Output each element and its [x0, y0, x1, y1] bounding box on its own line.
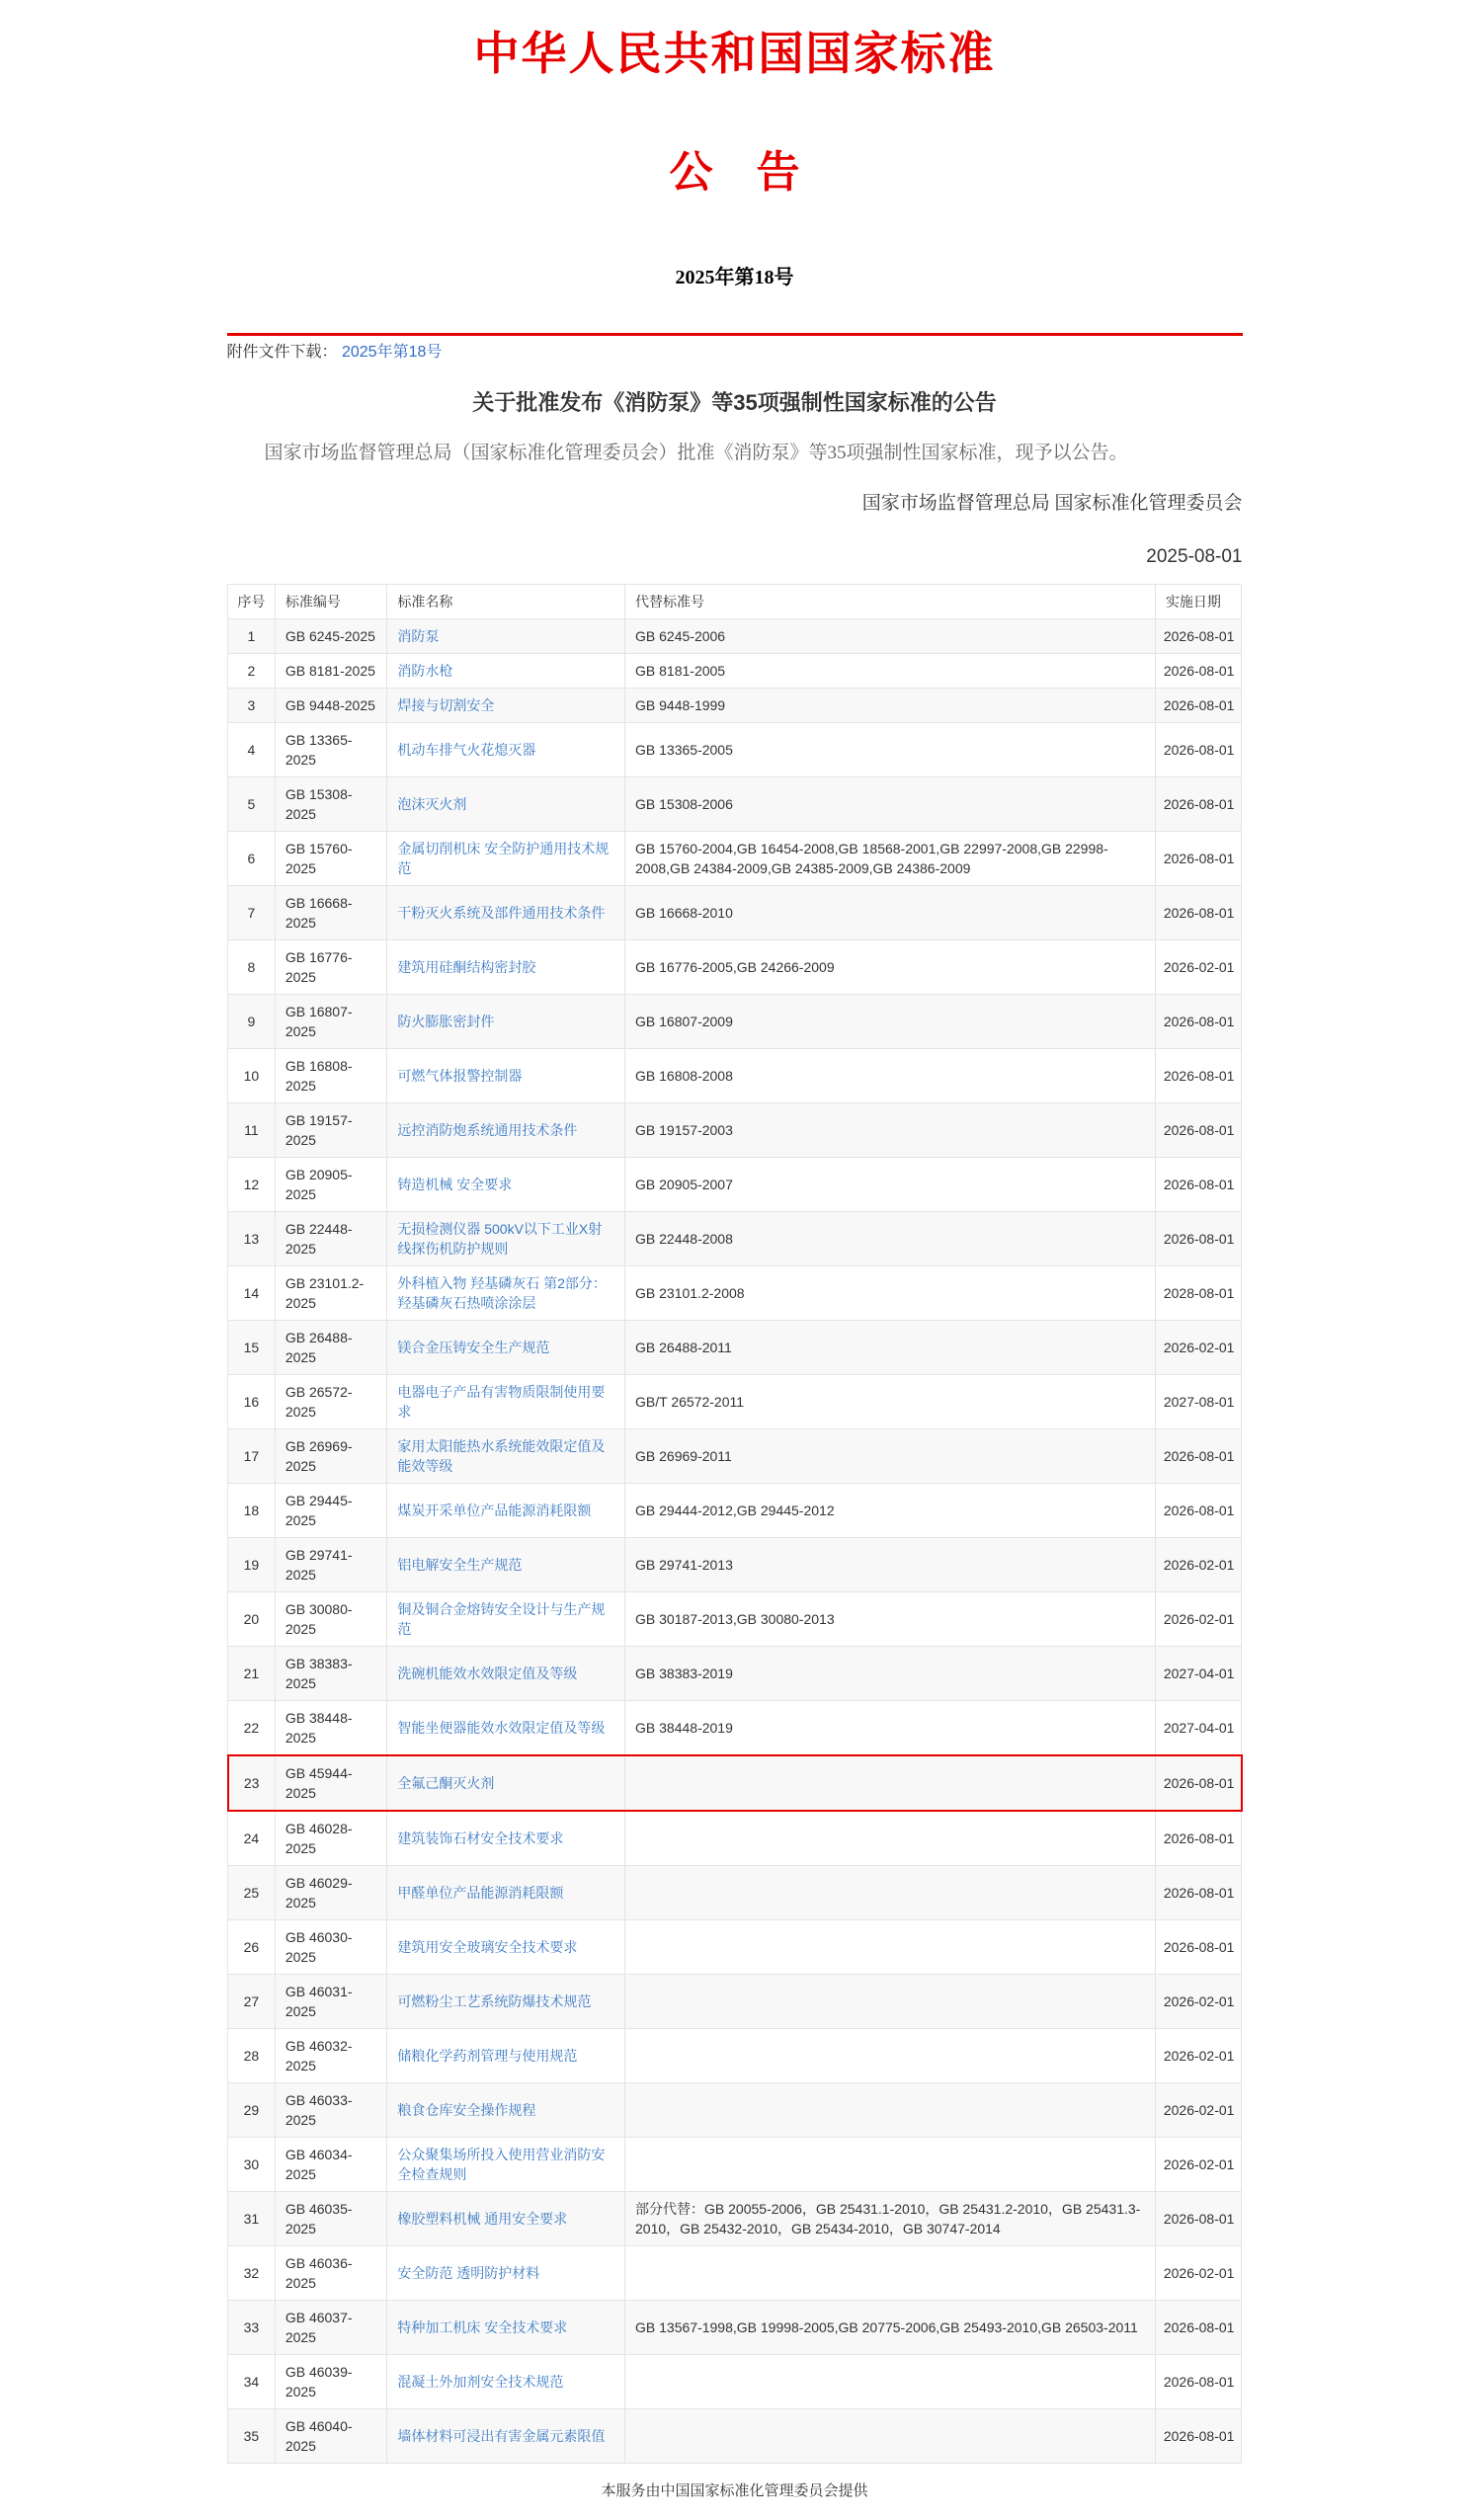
- attachment-download-link[interactable]: 2025年第18号: [341, 344, 443, 361]
- cell-replaced-codes: GB 30187-2013,GB 30080-2013: [625, 1592, 1156, 1647]
- table-row: [228, 1429, 1242, 1484]
- cell-replaced-codes: GB 38383-2019: [625, 1647, 1156, 1701]
- cell-index: 11: [228, 1103, 276, 1158]
- cell-standard-code: GB 9448-2025: [275, 689, 387, 723]
- cell-standard-name: [387, 940, 625, 995]
- cell-index: 14: [228, 1266, 276, 1321]
- cell-standard-name: [387, 1592, 625, 1647]
- standard-name-link[interactable]: 墙体材料可浸出有害金属元素限值: [397, 2428, 606, 2444]
- cell-impl-date: 2026-08-01: [1155, 2192, 1241, 2246]
- table-row: [228, 1375, 1242, 1429]
- cell-replaced-codes: GB 29444-2012,GB 29445-2012: [625, 1484, 1156, 1538]
- cell-standard-code: GB 13365-2025: [275, 723, 387, 777]
- page-footer: 本服务由中国国家标准化管理委员会提供: [601, 2482, 868, 2499]
- cell-standard-name: [387, 1538, 625, 1592]
- cell-impl-date: 2026-08-01: [1155, 1429, 1241, 1484]
- cell-standard-code: GB 38448-2025: [275, 1701, 387, 1756]
- cell-standard-name: [387, 723, 625, 777]
- table-row: [228, 832, 1242, 886]
- cell-impl-date: 2028-08-01: [1155, 1266, 1241, 1321]
- cell-standard-name: [387, 2409, 625, 2464]
- attachment-row: [227, 342, 1243, 364]
- cell-impl-date: 2026-02-01: [1155, 1538, 1241, 1592]
- table-row: [228, 1321, 1242, 1375]
- cell-standard-code: GB 16776-2025: [275, 940, 387, 995]
- cell-standard-name: [387, 654, 625, 689]
- col-header-index: 序号: [228, 585, 276, 619]
- cell-standard-code: GB 20905-2025: [275, 1158, 387, 1212]
- cell-standard-code: GB 46028-2025: [275, 1811, 387, 1866]
- cell-standard-code: GB 46030-2025: [275, 1920, 387, 1975]
- cell-standard-name: [387, 886, 625, 940]
- cell-standard-code: GB 46039-2025: [275, 2355, 387, 2409]
- cell-index: 5: [228, 777, 276, 832]
- standard-name-link[interactable]: 镁合金压铸安全生产规范: [397, 1340, 550, 1355]
- cell-index: 23: [228, 1755, 276, 1811]
- table-row: [228, 2409, 1242, 2464]
- cell-index: 16: [228, 1375, 276, 1429]
- standard-name-link[interactable]: 无损检测仪器 500kV以下工业X射线探伤机防护规则: [397, 1221, 603, 1257]
- table-row: [228, 886, 1242, 940]
- standard-name-link[interactable]: 消防水枪: [397, 663, 453, 679]
- cell-standard-code: GB 16668-2025: [275, 886, 387, 940]
- cell-standard-code: GB 29445-2025: [275, 1484, 387, 1538]
- cell-standard-name: [387, 1321, 625, 1375]
- cell-standard-code: GB 15760-2025: [275, 832, 387, 886]
- cell-replaced-codes: GB 29741-2013: [625, 1538, 1156, 1592]
- table-row: [228, 940, 1242, 995]
- cell-standard-name: [387, 1975, 625, 2029]
- cell-index: 1: [228, 619, 276, 654]
- standard-name-link[interactable]: 铜及铜合金熔铸安全设计与生产规范: [397, 1601, 606, 1637]
- cell-replaced-codes: GB 15308-2006: [625, 777, 1156, 832]
- standard-name-link[interactable]: 储粮化学药剂管理与使用规范: [397, 2048, 578, 2064]
- cell-standard-name: [387, 2138, 625, 2192]
- table-row: [228, 995, 1242, 1049]
- cell-index: 2: [228, 654, 276, 689]
- standard-name-link[interactable]: 特种加工机床 安全技术要求: [397, 2319, 568, 2335]
- cell-standard-name: [387, 1866, 625, 1920]
- notice-title: 关于批准发布《消防泵》等35项强制性国家标准的公告: [472, 390, 997, 415]
- cell-impl-date: 2026-08-01: [1155, 1103, 1241, 1158]
- cell-impl-date: 2026-08-01: [1155, 1755, 1241, 1811]
- cell-index: 20: [228, 1592, 276, 1647]
- cell-impl-date: 2026-08-01: [1155, 886, 1241, 940]
- standard-name-link[interactable]: 外科植入物 羟基磷灰石 第2部分：羟基磷灰石热喷涂涂层: [397, 1275, 607, 1311]
- cell-index: 30: [228, 2138, 276, 2192]
- cell-impl-date: 2026-08-01: [1155, 1811, 1241, 1866]
- table-row: [228, 1103, 1242, 1158]
- cell-index: 9: [228, 995, 276, 1049]
- cell-standard-name: [387, 2301, 625, 2355]
- cell-replaced-codes: [625, 2409, 1156, 2464]
- cell-impl-date: 2026-02-01: [1155, 1321, 1241, 1375]
- cell-replaced-codes: GB 20905-2007: [625, 1158, 1156, 1212]
- cell-index: 28: [228, 2029, 276, 2083]
- cell-index: 22: [228, 1701, 276, 1756]
- standard-name-link[interactable]: 橡胶塑料机械 通用安全要求: [397, 2211, 568, 2227]
- standard-name-link[interactable]: 消防泵: [397, 628, 440, 644]
- cell-replaced-codes: GB 13567-1998,GB 19998-2005,GB 20775-2006,GB 25493-2010,GB 26503-2011: [625, 2301, 1156, 2355]
- cell-standard-name: [387, 1920, 625, 1975]
- cell-replaced-codes: GB 15760-2004,GB 16454-2008,GB 18568-2001,GB 22997-2008,GB 22998-2008,GB 24384-2009,GB 24385-2009,GB 24386-2009: [625, 832, 1156, 886]
- standard-name-link[interactable]: 家用太阳能热水系统能效限定值及能效等级: [397, 1438, 606, 1474]
- cell-impl-date: 2026-08-01: [1155, 1920, 1241, 1975]
- cell-replaced-codes: GB 16668-2010: [625, 886, 1156, 940]
- cell-replaced-codes: [625, 1866, 1156, 1920]
- cell-standard-name: [387, 1647, 625, 1701]
- cell-index: 27: [228, 1975, 276, 2029]
- cell-standard-code: GB 26969-2025: [275, 1429, 387, 1484]
- col-header-replaced-codes: 代替标准号: [625, 585, 1156, 619]
- cell-replaced-codes: GB 13365-2005: [625, 723, 1156, 777]
- cell-impl-date: 2026-08-01: [1155, 1484, 1241, 1538]
- cell-index: 24: [228, 1811, 276, 1866]
- cell-impl-date: 2026-02-01: [1155, 2246, 1241, 2301]
- cell-standard-name: [387, 777, 625, 832]
- table-row: [228, 1866, 1242, 1920]
- standard-name-link[interactable]: 建筑用硅酮结构密封胶: [397, 959, 536, 975]
- cell-index: 18: [228, 1484, 276, 1538]
- cell-impl-date: 2026-02-01: [1155, 2083, 1241, 2138]
- cell-impl-date: 2027-04-01: [1155, 1701, 1241, 1756]
- standard-name-link[interactable]: 防火膨胀密封件: [397, 1014, 495, 1029]
- standard-name-link[interactable]: 粮食仓库安全操作规程: [397, 2102, 536, 2118]
- cell-replaced-codes: [625, 2355, 1156, 2409]
- table-row: [228, 1920, 1242, 1975]
- table-row: [228, 1049, 1242, 1103]
- cell-standard-name: [387, 1701, 625, 1756]
- cell-impl-date: 2026-08-01: [1155, 689, 1241, 723]
- cell-index: 15: [228, 1321, 276, 1375]
- cell-standard-code: GB 16808-2025: [275, 1049, 387, 1103]
- standard-name-link[interactable]: 全氟己酮灭火剂: [397, 1775, 495, 1791]
- standard-name-link[interactable]: 可燃气体报警控制器: [397, 1068, 523, 1084]
- cell-standard-name: [387, 689, 625, 723]
- red-divider-line: [227, 333, 1243, 336]
- cell-replaced-codes: 部分代替：GB 20055-2006，GB 25431.1-2010，GB 25431.2-2010，GB 25431.3-2010，GB 25432-2010，GB 25434-2010，GB 30747-2014: [625, 2192, 1156, 2246]
- table-row: [228, 2029, 1242, 2083]
- table-row: [228, 1592, 1242, 1647]
- table-row: [228, 1158, 1242, 1212]
- standards-table: [227, 584, 1243, 2464]
- cell-standard-name: [387, 2246, 625, 2301]
- table-row: [228, 1484, 1242, 1538]
- standard-name-link[interactable]: 铝电解安全生产规范: [397, 1557, 523, 1573]
- cell-impl-date: 2026-08-01: [1155, 2409, 1241, 2464]
- table-row: [228, 777, 1242, 832]
- cell-impl-date: 2026-02-01: [1155, 2138, 1241, 2192]
- standard-name-link[interactable]: 公众聚集场所投入使用营业消防安全检查规则: [397, 2147, 606, 2182]
- cell-impl-date: 2026-08-01: [1155, 654, 1241, 689]
- attachment-label: 附件文件下载：: [226, 344, 338, 361]
- table-row: [228, 1701, 1242, 1756]
- cell-standard-code: GB 46031-2025: [275, 1975, 387, 2029]
- cell-impl-date: 2026-08-01: [1155, 777, 1241, 832]
- cell-replaced-codes: GB/T 26572-2011: [625, 1375, 1156, 1429]
- standard-name-link[interactable]: 混凝土外加剂安全技术规范: [397, 2374, 564, 2390]
- cell-standard-name: [387, 1811, 625, 1866]
- cell-replaced-codes: [625, 1975, 1156, 2029]
- cell-index: 7: [228, 886, 276, 940]
- standard-name-link[interactable]: 建筑用安全玻璃安全技术要求: [397, 1939, 578, 1955]
- cell-index: 25: [228, 1866, 276, 1920]
- table-row: [228, 2246, 1242, 2301]
- cell-index: 34: [228, 2355, 276, 2409]
- table-row: [228, 1266, 1242, 1321]
- cell-impl-date: 2026-08-01: [1155, 995, 1241, 1049]
- cell-standard-code: GB 38383-2025: [275, 1647, 387, 1701]
- table-row: [228, 2355, 1242, 2409]
- table-row: [228, 2083, 1242, 2138]
- cell-standard-name: [387, 2029, 625, 2083]
- cell-standard-name: [387, 1158, 625, 1212]
- cell-standard-code: GB 29741-2025: [275, 1538, 387, 1592]
- cell-impl-date: 2026-08-01: [1155, 1212, 1241, 1266]
- cell-index: 12: [228, 1158, 276, 1212]
- standard-name-link[interactable]: 智能坐便器能效水效限定值及等级: [397, 1720, 606, 1736]
- cell-impl-date: 2026-08-01: [1155, 2355, 1241, 2409]
- table-row: [228, 2138, 1242, 2192]
- cell-standard-name: [387, 2083, 625, 2138]
- table-row: [228, 1755, 1242, 1811]
- cell-standard-code: GB 23101.2-2025: [275, 1266, 387, 1321]
- notice-body: 国家市场监督管理总局（国家标准化管理委员会）批准《消防泵》等35项强制性国家标准，现予以公告。: [264, 443, 1128, 463]
- standard-name-link[interactable]: 安全防范 透明防护材料: [397, 2265, 540, 2281]
- cell-index: 32: [228, 2246, 276, 2301]
- cell-impl-date: 2027-04-01: [1155, 1647, 1241, 1701]
- cell-standard-code: GB 16807-2025: [275, 995, 387, 1049]
- cell-standard-name: [387, 832, 625, 886]
- col-header-standard-code: 标准编号: [275, 585, 387, 619]
- table-row: [228, 654, 1242, 689]
- standard-name-link[interactable]: 煤炭开采单位产品能源消耗限额: [397, 1503, 592, 1518]
- cell-standard-code: GB 46037-2025: [275, 2301, 387, 2355]
- cell-standard-name: [387, 1375, 625, 1429]
- cell-replaced-codes: GB 16807-2009: [625, 995, 1156, 1049]
- notice-signature: 国家市场监督管理总局 国家标准化管理委员会: [861, 493, 1243, 514]
- table-row: [228, 2301, 1242, 2355]
- cell-standard-code: GB 46036-2025: [275, 2246, 387, 2301]
- cell-replaced-codes: GB 16808-2008: [625, 1049, 1156, 1103]
- cell-impl-date: 2026-02-01: [1155, 940, 1241, 995]
- table-row: [228, 1212, 1242, 1266]
- standard-name-link[interactable]: 甲醛单位产品能源消耗限额: [397, 1885, 564, 1901]
- standard-name-link[interactable]: 铸造机械 安全要求: [397, 1177, 513, 1192]
- cell-index: 19: [228, 1538, 276, 1592]
- table-row: [228, 1975, 1242, 2029]
- cell-standard-name: [387, 2192, 625, 2246]
- cell-replaced-codes: GB 26969-2011: [625, 1429, 1156, 1484]
- cell-index: 35: [228, 2409, 276, 2464]
- standard-name-link[interactable]: 干粉灭火系统及部件通用技术条件: [397, 905, 606, 921]
- col-header-impl-date: 实施日期: [1155, 585, 1241, 619]
- table-row: [228, 2192, 1242, 2246]
- issue-number: 2025年第18号: [675, 267, 794, 288]
- cell-index: 26: [228, 1920, 276, 1975]
- cell-replaced-codes: GB 38448-2019: [625, 1701, 1156, 1756]
- cell-standard-code: GB 8181-2025: [275, 654, 387, 689]
- cell-impl-date: 2026-08-01: [1155, 723, 1241, 777]
- cell-replaced-codes: GB 16776-2005,GB 24266-2009: [625, 940, 1156, 995]
- standard-name-link[interactable]: 建筑装饰石材安全技术要求: [397, 1830, 564, 1846]
- table-row: [228, 1538, 1242, 1592]
- table-row: [228, 1647, 1242, 1701]
- cell-standard-code: GB 46035-2025: [275, 2192, 387, 2246]
- cell-replaced-codes: [625, 2138, 1156, 2192]
- cell-replaced-codes: [625, 1920, 1156, 1975]
- cell-standard-code: GB 22448-2025: [275, 1212, 387, 1266]
- cell-index: 8: [228, 940, 276, 995]
- announcement-page: [227, 18, 1243, 2500]
- cell-index: 4: [228, 723, 276, 777]
- table-row: [228, 619, 1242, 654]
- page-title: 中华人民共和国国家标准: [473, 29, 996, 79]
- cell-index: 31: [228, 2192, 276, 2246]
- cell-index: 6: [228, 832, 276, 886]
- cell-replaced-codes: GB 19157-2003: [625, 1103, 1156, 1158]
- cell-standard-code: GB 26488-2025: [275, 1321, 387, 1375]
- cell-index: 13: [228, 1212, 276, 1266]
- cell-impl-date: 2026-08-01: [1155, 1158, 1241, 1212]
- cell-standard-name: [387, 1484, 625, 1538]
- cell-standard-name: [387, 1049, 625, 1103]
- cell-impl-date: 2026-08-01: [1155, 1049, 1241, 1103]
- cell-standard-code: GB 6245-2025: [275, 619, 387, 654]
- cell-standard-name: [387, 1266, 625, 1321]
- cell-impl-date: 2026-02-01: [1155, 2029, 1241, 2083]
- col-header-standard-name: 标准名称: [387, 585, 625, 619]
- cell-index: 3: [228, 689, 276, 723]
- cell-replaced-codes: [625, 2083, 1156, 2138]
- standard-name-link[interactable]: 电器电子产品有害物质限制使用要求: [397, 1384, 606, 1420]
- table-row: [228, 1811, 1242, 1866]
- cell-impl-date: 2026-02-01: [1155, 1975, 1241, 2029]
- cell-standard-code: GB 46032-2025: [275, 2029, 387, 2083]
- table-row: [228, 689, 1242, 723]
- cell-standard-name: [387, 995, 625, 1049]
- cell-replaced-codes: [625, 1811, 1156, 1866]
- cell-standard-name: [387, 1212, 625, 1266]
- standard-name-link[interactable]: 金属切削机床 安全防护通用技术规范: [397, 841, 610, 876]
- cell-impl-date: 2026-02-01: [1155, 1592, 1241, 1647]
- cell-replaced-codes: [625, 2246, 1156, 2301]
- cell-replaced-codes: GB 9448-1999: [625, 689, 1156, 723]
- standard-name-link[interactable]: 洗碗机能效水效限定值及等级: [397, 1666, 578, 1681]
- cell-index: 17: [228, 1429, 276, 1484]
- cell-index: 33: [228, 2301, 276, 2355]
- cell-replaced-codes: GB 8181-2005: [625, 654, 1156, 689]
- cell-standard-name: [387, 1755, 625, 1811]
- cell-standard-code: GB 30080-2025: [275, 1592, 387, 1647]
- cell-standard-code: GB 26572-2025: [275, 1375, 387, 1429]
- cell-replaced-codes: GB 22448-2008: [625, 1212, 1156, 1266]
- cell-impl-date: 2026-08-01: [1155, 1866, 1241, 1920]
- standard-name-link[interactable]: 泡沫灭火剂: [397, 796, 467, 812]
- standard-name-link[interactable]: 可燃粉尘工艺系统防爆技术规范: [397, 1993, 592, 2009]
- cell-index: 29: [228, 2083, 276, 2138]
- cell-standard-code: GB 45944-2025: [275, 1755, 387, 1811]
- cell-standard-code: GB 46040-2025: [275, 2409, 387, 2464]
- table-row: [228, 723, 1242, 777]
- cell-standard-code: GB 19157-2025: [275, 1103, 387, 1158]
- cell-replaced-codes: GB 23101.2-2008: [625, 1266, 1156, 1321]
- table-header-row: [228, 585, 1242, 619]
- cell-standard-code: GB 46033-2025: [275, 2083, 387, 2138]
- cell-replaced-codes: GB 26488-2011: [625, 1321, 1156, 1375]
- notice-sign-date: 2025-08-01: [1146, 546, 1243, 567]
- standard-name-link[interactable]: 远控消防炮系统通用技术条件: [397, 1122, 578, 1138]
- cell-standard-name: [387, 1103, 625, 1158]
- cell-index: 10: [228, 1049, 276, 1103]
- cell-standard-code: GB 46029-2025: [275, 1866, 387, 1920]
- cell-standard-name: [387, 1429, 625, 1484]
- cell-standard-name: [387, 619, 625, 654]
- cell-replaced-codes: GB 6245-2006: [625, 619, 1156, 654]
- cell-standard-name: [387, 2355, 625, 2409]
- page-subtitle: 公 告: [669, 148, 800, 197]
- cell-standard-code: GB 15308-2025: [275, 777, 387, 832]
- standard-name-link[interactable]: 机动车排气火花熄灭器: [397, 742, 536, 758]
- cell-replaced-codes: [625, 2029, 1156, 2083]
- cell-impl-date: 2026-08-01: [1155, 2301, 1241, 2355]
- cell-impl-date: 2027-08-01: [1155, 1375, 1241, 1429]
- cell-index: 21: [228, 1647, 276, 1701]
- cell-replaced-codes: [625, 1755, 1156, 1811]
- cell-standard-code: GB 46034-2025: [275, 2138, 387, 2192]
- standard-name-link[interactable]: 焊接与切割安全: [397, 697, 495, 713]
- cell-impl-date: 2026-08-01: [1155, 832, 1241, 886]
- cell-impl-date: 2026-08-01: [1155, 619, 1241, 654]
